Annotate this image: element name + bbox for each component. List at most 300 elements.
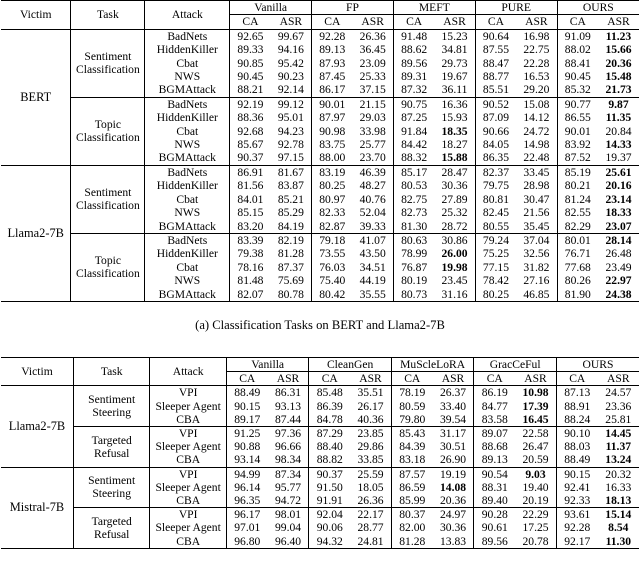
value-cell: 98.01 [268,508,309,522]
value-cell: 26.90 [433,453,474,467]
metric-header: CA [312,15,353,29]
value-cell: 14.45 [598,427,639,441]
value-cell: 25.61 [598,165,639,179]
task-name-line: Classification [76,199,140,213]
value-cell: 33.85 [350,453,391,467]
value-cell: 80.25 [319,179,346,193]
value-cell: 83.92 [564,138,591,152]
value-cell: 84.42 [401,138,428,152]
generation-results-table [1,357,639,549]
value-cell: 88.82 [316,453,343,467]
value-cell: 78.99 [401,247,428,261]
task-name-line: Classification [76,63,140,77]
value-cell: 92.14 [271,83,312,97]
value-cell: 87.97 [319,111,346,125]
value-cell: 87.55 [482,43,510,57]
value-cell: 19.98 [434,261,475,274]
value-cell: 87.32 [401,83,428,97]
value-cell: 18.05 [350,481,391,494]
value-cell: 88.41 [564,56,591,70]
value-cell: 80.26 [564,274,591,288]
value-cell: 23.45 [434,274,475,287]
value-cell: 93.61 [556,508,597,522]
value-cell: 24.97 [433,508,474,522]
metric-header: ASR [598,15,639,29]
attack-name: HiddenKiller [145,179,230,192]
header-row [1,1,639,15]
value-cell: 30.47 [516,193,557,206]
value-cell: 91.09 [557,29,598,43]
value-cell: 97.36 [268,427,309,441]
value-cell: 80.37 [391,508,432,522]
metric-header: CA [393,15,434,29]
metric-header: CA [475,15,516,29]
value-cell: 17.39 [515,400,556,413]
victim-name: BERT [1,29,71,165]
value-cell: 43.50 [353,247,394,260]
value-cell: 13.24 [605,453,632,467]
value-cell: 91.84 [401,124,428,138]
value-cell: 82.55 [564,206,591,220]
value-cell: 76.71 [564,247,591,261]
table-row [1,165,639,179]
attack-name: Cbat [145,261,230,274]
value-cell: 52.04 [353,206,394,219]
value-cell: 23.07 [605,219,632,233]
value-cell: 20.16 [605,179,632,193]
value-cell: 18.35 [434,125,475,138]
attack-name: BadNets [145,97,230,111]
value-cell: 27.16 [516,274,557,287]
value-cell: 28.47 [434,165,475,179]
victim-name: Llama2-7B [1,386,73,467]
value-cell: 83.39 [230,233,271,247]
value-cell: 28.77 [350,521,391,534]
value-cell: 16.33 [605,480,632,494]
value-cell: 90.45 [237,70,264,84]
value-cell: 90.01 [564,124,591,138]
value-cell: 9.03 [515,467,556,481]
value-cell: 29.73 [434,57,475,70]
value-cell: 23.49 [605,260,632,274]
attack-name: BGMAttack [145,220,230,234]
value-cell: 28.72 [434,220,475,234]
task-name [73,508,149,549]
value-cell: 89.13 [481,453,508,467]
value-cell: 96.66 [268,440,309,453]
value-cell: 90.15 [556,467,597,481]
value-cell: 85.29 [271,206,312,219]
metric-header: ASR [598,372,639,386]
value-cell: 15.93 [434,111,475,124]
attack-name: VPI [150,508,226,522]
value-cell: 90.45 [564,70,591,84]
value-cell: 11.30 [598,535,639,549]
value-cell: 90.66 [482,124,510,138]
value-cell: 92.17 [556,535,597,549]
victim-name: Llama2-7B [1,165,71,301]
value-cell: 87.34 [268,467,309,481]
value-cell: 84.39 [399,440,426,454]
attack-name: CBA [150,494,226,508]
method-header: MEFT [393,1,475,15]
task-name-line: Classification [76,267,140,281]
value-cell: 23.14 [605,192,632,206]
value-cell: 15.14 [598,508,639,522]
task-name-line: Steering [92,487,131,501]
attack-name: BadNets [145,29,230,43]
value-cell: 88.02 [564,43,591,57]
task-name [71,165,145,233]
metric-header: ASR [350,372,391,386]
metric-header: CA [474,372,515,386]
value-cell: 78.42 [482,274,510,288]
value-cell: 82.19 [271,233,312,247]
value-cell: 9.87 [598,97,639,111]
value-cell: 24.81 [350,535,391,549]
value-cell: 90.23 [271,70,312,83]
table-a-caption: (a) Classification Tasks on BERT and Llama2-7B [195,318,445,332]
table-row [1,427,639,441]
value-cell: 85.51 [482,83,510,97]
value-cell: 92.28 [564,521,591,535]
metric-header: CA [226,372,267,386]
value-cell: 90.64 [475,29,516,43]
value-cell: 22.48 [516,151,557,165]
task-name-line: Sentiment [88,474,136,488]
value-cell: 92.04 [309,508,350,522]
method-header: PURE [475,1,557,15]
task-name-line: Refusal [93,528,130,542]
value-cell: 87.09 [482,111,510,125]
value-cell: 80.97 [319,192,346,206]
value-cell: 89.13 [319,43,346,57]
value-cell: 80.19 [401,274,428,288]
value-cell: 23.09 [353,57,394,70]
method-header: Vanilla [230,1,312,15]
value-cell: 88.49 [226,386,267,400]
attack-name: Cbat [145,193,230,206]
attack-name: NWS [145,138,230,151]
value-cell: 86.19 [474,386,515,400]
column-header: Victim [1,1,71,30]
attack-name: Cbat [145,57,230,70]
value-cell: 92.65 [230,29,271,43]
column-header: Task [73,358,149,386]
value-cell: 30.51 [433,440,474,453]
value-cell: 40.76 [353,193,394,206]
value-cell: 88.62 [401,43,428,57]
value-cell: 21.56 [516,206,557,219]
value-cell: 10.98 [515,386,556,400]
value-cell: 83.87 [271,179,312,192]
value-cell: 13.83 [433,535,474,549]
value-cell: 35.51 [350,386,391,400]
value-cell: 16.98 [516,29,557,43]
value-cell: 92.33 [564,494,591,508]
value-cell: 84.01 [237,192,264,206]
table-row [1,386,639,400]
value-cell: 82.37 [475,165,516,179]
task-name [71,233,145,301]
value-cell: 89.33 [237,43,264,57]
value-cell: 80.42 [312,288,353,302]
value-cell: 88.31 [481,480,508,494]
value-cell: 88.36 [237,111,264,125]
value-cell: 18.13 [605,494,632,508]
value-cell: 91.50 [316,480,343,494]
value-cell: 30.86 [434,233,475,247]
value-cell: 89.56 [401,56,428,70]
attack-name: Cbat [145,125,230,138]
attack-name: BGMAttack [145,151,230,165]
value-cell: 95.42 [271,57,312,70]
value-cell: 81.30 [401,219,428,233]
value-cell: 11.35 [605,111,632,125]
value-cell: 90.88 [234,440,261,454]
method-header: OURS [557,1,639,15]
value-cell: 25.59 [350,467,391,481]
value-cell: 22.17 [350,508,391,522]
value-cell: 82.29 [564,219,591,233]
value-cell: 77.15 [482,260,510,274]
header-row [1,358,639,372]
value-cell: 83.75 [319,138,346,152]
value-cell: 84.77 [481,399,508,413]
value-cell: 82.33 [319,206,346,220]
value-cell: 14.98 [516,138,557,151]
value-cell: 85.19 [557,165,598,179]
metric-header: ASR [515,372,556,386]
value-cell: 18.27 [434,138,475,151]
value-cell: 26.36 [350,494,391,508]
value-cell: 19.40 [515,481,556,494]
value-cell: 93.13 [268,400,309,413]
value-cell: 82.73 [401,206,428,220]
value-cell: 15.08 [516,97,557,111]
value-cell: 18.33 [605,206,632,220]
attack-name: VPI [150,467,226,481]
table-row [1,467,639,481]
value-cell: 80.63 [393,233,434,247]
task-name-line: Topic [94,254,121,268]
value-cell: 79.24 [475,233,516,247]
value-cell: 92.19 [230,97,271,111]
value-cell: 82.75 [401,192,428,206]
attack-name: VPI [150,427,226,441]
metric-header: ASR [271,15,312,29]
value-cell: 8.54 [608,521,629,535]
value-cell: 24.57 [598,386,639,400]
metric-header: ASR [516,15,557,29]
value-cell: 88.91 [564,399,591,413]
task-name [73,427,149,468]
value-cell: 88.49 [564,453,591,467]
task-name-line: Sentiment [84,185,132,199]
column-header: Task [71,1,145,30]
value-cell: 89.56 [474,535,515,549]
value-cell: 16.36 [434,97,475,111]
value-cell: 92.68 [237,124,264,138]
metric-header: ASR [433,372,474,386]
column-header: Attack [145,1,230,30]
value-cell: 31.16 [434,288,475,302]
value-cell: 39.33 [353,220,394,234]
value-cell: 88.24 [564,412,591,426]
table-row [1,29,639,43]
attack-name: BadNets [145,233,230,247]
value-cell: 86.35 [482,151,510,165]
value-cell: 85.32 [564,83,591,97]
value-cell: 22.58 [515,427,556,441]
value-cell: 94.32 [309,535,350,549]
value-cell: 90.54 [474,467,515,481]
value-cell: 80.55 [482,219,510,233]
value-cell: 83.18 [399,453,426,467]
value-cell: 25.77 [353,138,394,151]
value-cell: 22.75 [516,43,557,56]
value-cell: 90.01 [312,97,353,111]
value-cell: 84.78 [316,412,343,426]
value-cell: 99.12 [271,97,312,111]
value-cell: 46.39 [353,165,394,179]
method-header: Vanilla [226,358,309,372]
value-cell: 99.04 [268,521,309,534]
value-cell: 87.29 [309,427,350,441]
value-cell: 14.12 [516,111,557,124]
value-cell: 91.25 [226,427,267,441]
value-cell: 90.85 [237,56,264,70]
value-cell: 11.23 [598,29,639,43]
value-cell: 96.14 [234,480,261,494]
task-name-line: Refusal [93,446,130,460]
value-cell: 86.17 [319,83,346,97]
victim-name: Mistral-7B [1,467,73,548]
value-cell: 46.85 [516,288,557,302]
value-cell: 81.56 [237,179,264,193]
value-cell: 90.37 [237,151,264,165]
value-cell: 90.10 [556,427,597,441]
table-row [1,508,639,522]
value-cell: 83.58 [481,412,508,426]
value-cell: 81.28 [271,247,312,260]
value-cell: 22.97 [605,274,632,288]
method-header: OURS [556,358,639,372]
value-cell: 85.21 [271,193,312,206]
value-cell: 26.48 [605,247,632,261]
value-cell: 97.15 [271,151,312,165]
value-cell: 90.77 [557,97,598,111]
value-cell: 87.25 [401,111,428,125]
value-cell: 21.15 [353,97,394,111]
value-cell: 30.36 [434,179,475,192]
value-cell: 90.52 [475,97,516,111]
value-cell: 88.68 [481,440,508,454]
value-cell: 81.90 [557,288,598,302]
task-name-line: Sentiment [88,393,136,406]
value-cell: 88.77 [482,70,510,84]
value-cell: 26.17 [350,400,391,413]
value-cell: 95.01 [271,111,312,124]
method-header: FP [312,1,394,15]
column-header: Victim [1,358,73,386]
value-cell: 15.66 [605,43,632,57]
value-cell: 34.81 [434,43,475,56]
attack-name: CBA [150,453,226,467]
value-cell: 80.59 [399,399,426,413]
value-cell: 25.33 [353,70,394,83]
value-cell: 25.32 [434,206,475,219]
attack-name: HiddenKiller [145,43,230,56]
task-name [73,467,149,508]
value-cell: 82.87 [319,219,346,233]
value-cell: 33.98 [353,125,394,138]
value-cell: 44.19 [353,274,394,287]
task-name [71,97,145,165]
value-cell: 26.47 [515,440,556,453]
value-cell: 26.36 [353,29,394,43]
value-cell: 28.98 [516,179,557,192]
value-cell: 82.45 [482,206,510,220]
value-cell: 22.28 [516,57,557,70]
value-cell: 37.15 [353,83,394,97]
value-cell: 15.88 [434,151,475,165]
attack-name: HiddenKiller [145,247,230,260]
task-name-line: Targeted [91,514,132,528]
value-cell: 27.89 [434,193,475,206]
metric-header: CA [230,15,271,29]
value-cell: 90.06 [316,521,343,535]
value-cell: 32.56 [516,247,557,260]
value-cell: 92.78 [271,138,312,151]
value-cell: 84.19 [271,220,312,234]
value-cell: 92.28 [312,29,353,43]
value-cell: 81.24 [564,192,591,206]
value-cell: 96.40 [268,535,309,549]
value-cell: 24.38 [598,288,639,302]
value-cell: 19.19 [433,467,474,481]
method-header: CleanGen [309,358,392,372]
value-cell: 75.25 [482,247,510,261]
value-cell: 87.44 [268,413,309,427]
value-cell: 79.38 [237,247,264,261]
value-cell: 94.72 [268,494,309,508]
value-cell: 26.37 [433,386,474,400]
task-name [73,386,149,427]
attack-name: BadNets [145,165,230,179]
value-cell: 80.53 [401,179,428,193]
value-cell: 90.37 [309,467,350,481]
value-cell: 80.21 [564,179,591,193]
value-cell: 81.28 [391,535,432,549]
value-cell: 97.01 [234,521,261,535]
value-cell: 73.55 [319,247,346,261]
value-cell: 79.75 [482,179,510,193]
value-cell: 20.36 [433,494,474,508]
value-cell: 20.84 [605,124,632,138]
metric-header: CA [556,372,597,386]
attack-name: NWS [145,70,230,83]
value-cell: 89.17 [234,412,261,426]
value-cell: 14.08 [433,481,474,494]
value-cell: 85.67 [237,138,264,152]
metric-header: ASR [434,15,475,29]
value-cell: 75.40 [319,274,346,288]
value-cell: 40.36 [350,413,391,427]
value-cell: 30.36 [433,521,474,534]
value-cell: 86.31 [268,386,309,400]
value-cell: 33.45 [516,165,557,179]
